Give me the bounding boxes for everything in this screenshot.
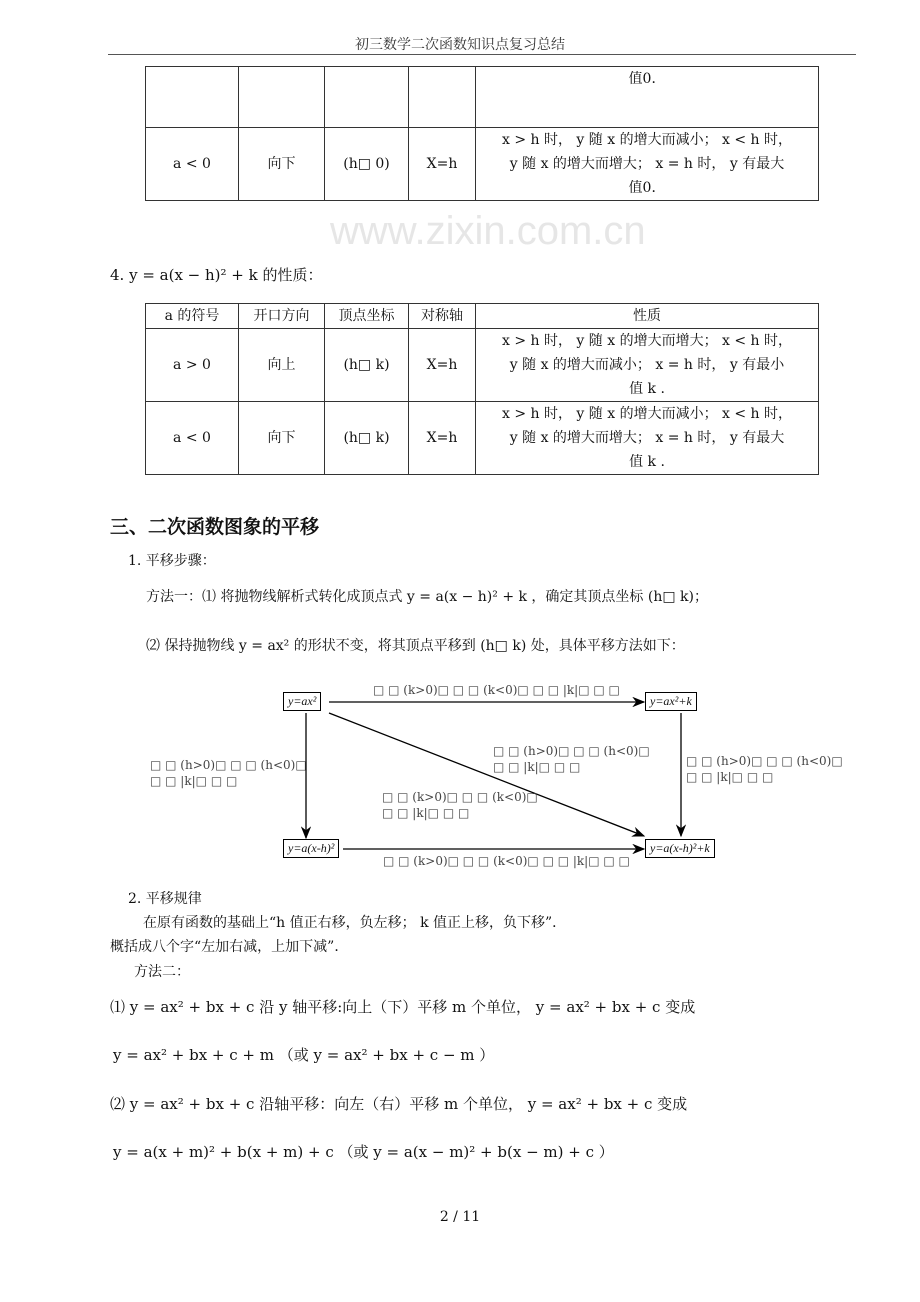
cell-line: x > h 时， y 随 x 的增大而减小； x < h 时， xyxy=(501,406,793,422)
rule-line-2: 概括成八个字“左加右减，上加下减”． xyxy=(110,939,349,955)
section-4-title: 4. y = a(x − h)² + k 的性质： xyxy=(110,266,323,284)
table-header-cell: 顶点坐标 xyxy=(325,304,409,329)
cell-line: y 随 x 的增大而增大； x = h 时， y 有最大 xyxy=(509,430,785,446)
section-3-heading: 三、二次函数图象的平移 xyxy=(110,516,320,538)
table-cell: X=h xyxy=(409,128,476,201)
label-top: □ □ (k>0)□ □ □ (k<0)□ □ □ |k|□ □ □ xyxy=(373,683,620,697)
table-header-cell: 性质 xyxy=(476,304,819,329)
table-cell: 值0． xyxy=(476,67,819,128)
method-1-line-2: ⑵ 保持抛物线 y = ax² 的形状不变，将其顶点平移到 (h□ k) 处，具体平移方法如下： xyxy=(146,638,685,654)
method-1-line-1: 方法一：⑴ 将抛物线解析式转化成顶点式 y = a(x − h)² + k ，确定其顶点坐标 (h□ k)； xyxy=(146,589,708,605)
page-header: 初三数学二次函数知识点复习总结 xyxy=(355,37,565,53)
step-1-title: 1. 平移步骤： xyxy=(128,553,216,569)
rule-line-1: 在原有函数的基础上“h 值正右移，负左移； k 值正上移，负下移”． xyxy=(143,915,567,931)
method-2-title: 方法二： xyxy=(134,964,190,980)
table-cell: 向下 xyxy=(239,402,325,475)
node-vertex-form: y=a(x-h)²+k xyxy=(645,839,715,858)
table-cell: (h□ 0) xyxy=(325,128,409,201)
watermark: www.zixin.com.cn xyxy=(330,209,646,253)
table-cell: 向上 xyxy=(239,329,325,402)
page-number: 2 / 11 xyxy=(439,1209,481,1225)
step-2-title: 2. 平移规律 xyxy=(128,891,202,907)
table-cell: a < 0 xyxy=(146,128,239,201)
cell-line: y 随 x 的增大而减小； x = h 时， y 有最小 xyxy=(509,357,785,373)
table-cell: (h□ k) xyxy=(325,329,409,402)
cell-line: x > h 时， y 随 x 的增大而增大； x < h 时， xyxy=(501,333,793,349)
table-cell: 向下 xyxy=(239,128,325,201)
node-y-a-x-h-2: y=a(x-h)² xyxy=(283,839,339,858)
table-cell: a > 0 xyxy=(146,329,239,402)
table-header-cell: a 的符号 xyxy=(146,304,239,329)
table-cell: X=h xyxy=(409,329,476,402)
label-diagonal-2: □ □ (k>0)□ □ □ (k<0)□ □ □ |k|□ □ □ xyxy=(382,790,538,820)
table-cell: X=h xyxy=(409,402,476,475)
method-2-line-2: y = ax² + bx + c + m （或 y = ax² + bx + c − m ） xyxy=(113,1046,495,1064)
cell-line: 值 k . xyxy=(629,454,665,470)
cell-line: x > h 时， y 随 x 的增大而减小； x < h 时， xyxy=(501,132,793,148)
label-right: □ □ (h>0)□ □ □ (h<0)□ □ □ |k|□ □ □ xyxy=(686,754,843,784)
method-2-line-3: ⑵ y = ax² + bx + c 沿轴平移：向左（右）平移 m 个单位， y = ax² + bx + c 变成 xyxy=(110,1095,688,1113)
cell-line: 值 k . xyxy=(629,381,665,397)
method-2-line-1: ⑴ y = ax² + bx + c 沿 y 轴平移:向上（下）平移 m 个单位， y = ax² + bx + c 变成 xyxy=(110,998,696,1016)
table-cell: (h□ k) xyxy=(325,402,409,475)
method-2-line-4: y = a(x + m)² + b(x + m) + c （或 y = a(x − m)² + b(x − m) + c ） xyxy=(113,1143,614,1161)
label-left: □ □ (h>0)□ □ □ (h<0)□ □ □ |k|□ □ □ xyxy=(150,758,307,788)
node-y-ax2: y=ax² xyxy=(283,692,321,711)
table-header-cell: 对称轴 xyxy=(409,304,476,329)
label-bottom: □ □ (k>0)□ □ □ (k<0)□ □ □ |k|□ □ □ xyxy=(383,854,630,868)
cell-line: 值0． xyxy=(628,180,666,196)
node-y-ax2-plus-k: y=ax²+k xyxy=(645,692,697,711)
table-header-cell: 开口方向 xyxy=(239,304,325,329)
label-diagonal-1: □ □ (h>0)□ □ □ (h<0)□ □ □ |k|□ □ □ xyxy=(493,744,650,774)
cell-line: y 随 x 的增大而增大； x = h 时， y 有最大 xyxy=(509,156,785,172)
table-cell: a < 0 xyxy=(146,402,239,475)
